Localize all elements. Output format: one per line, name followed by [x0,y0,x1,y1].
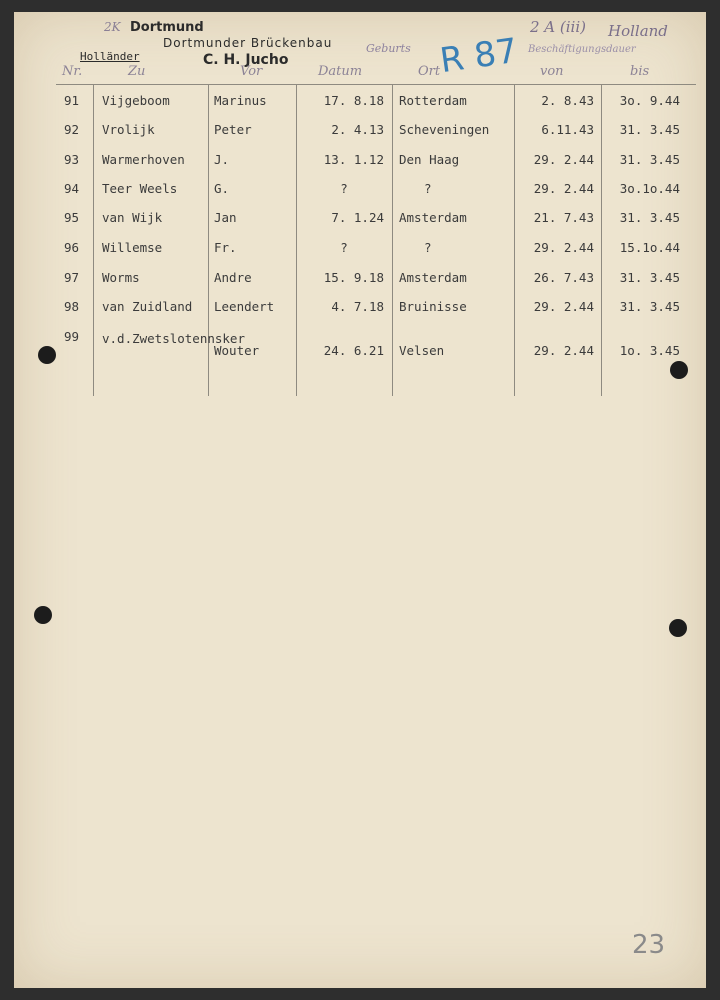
birth-date: 15. 9.18 [323,270,384,285]
punch-hole [34,606,52,624]
first-name: Jan [214,210,237,225]
surname: Teer Weels [102,181,178,196]
birth-place: Velsen [399,343,445,358]
surname: Vijgeboom [102,93,170,108]
employed-from: 21. 7.43 [533,210,594,225]
handwritten-note-left: 2K [104,20,121,34]
employed-from: 6.11.43 [541,122,594,137]
surname: Warmerhoven [102,152,185,167]
stamp-owner: C. H. Jucho [203,52,289,68]
birth-date: 24. 6.21 [323,343,384,358]
table-row-continued [0,343,720,363]
employed-from: 2. 8.43 [541,93,594,108]
blue-reference-mark: R 87 [437,30,521,82]
first-name: Fr. [214,240,237,255]
birth-place: ? [424,240,432,255]
table-row [0,181,720,201]
employed-from: 29. 2.44 [533,299,594,314]
birth-date: ? [340,240,348,255]
table-row [0,93,720,113]
first-name: Peter [214,122,252,137]
column-header-firstname: Vor [240,64,263,79]
birth-date: 2. 4.13 [331,122,384,137]
row-number: 92 [64,122,80,137]
birth-date: 7. 1.24 [331,210,384,225]
first-name: Andre [214,270,252,285]
first-name: Leendert [214,299,275,314]
column-header-surname: Zu [128,64,146,79]
employed-to: 31. 3.45 [619,299,680,314]
birth-place: Den Haag [399,152,460,167]
column-header-from: von [540,64,564,79]
row-number: 99 [64,329,80,344]
employed-to: 3o. 9.44 [619,93,680,108]
row-number: 95 [64,210,80,225]
birth-place: ? [424,181,432,196]
employed-to: 31. 3.45 [619,270,680,285]
stamp-company: Dortmunder Brückenbau [163,36,333,50]
surname: Vrolijk [102,122,155,137]
column-header-place: Ort [418,64,441,79]
employed-to: 3o.1o.44 [619,181,680,196]
stamp-city: Dortmund [130,20,204,35]
employed-from: 29. 2.44 [533,343,594,358]
table-row [0,122,720,142]
employed-from: 26. 7.43 [533,270,594,285]
punch-hole [670,361,688,379]
birth-place: Bruinisse [399,299,467,314]
row-number: 97 [64,270,80,285]
handwritten-note-birth: Geburts [366,42,411,55]
handwritten-note-country: Holland [608,22,668,40]
employed-from: 29. 2.44 [533,240,594,255]
birth-date: 17. 8.18 [323,93,384,108]
employed-to: 15.1o.44 [619,240,680,255]
table-row [0,210,720,230]
birth-place: Rotterdam [399,93,467,108]
surname: v.d.Zwetslotennsker [102,331,245,346]
surname: van Zuidland [102,299,193,314]
handwritten-note-code: 2 A (iii) [530,18,587,36]
employed-from: 29. 2.44 [533,181,594,196]
page-number: 23 [632,930,666,960]
column-header-nr: Nr. [62,64,83,79]
row-number: 94 [64,181,80,196]
table-row [0,299,720,319]
employed-to: 31. 3.45 [619,152,680,167]
employed-to: 31. 3.45 [619,210,680,225]
table-row [0,240,720,260]
birth-place: Scheveningen [399,122,490,137]
employed-to: 31. 3.45 [619,122,680,137]
row-number: 96 [64,240,80,255]
punch-hole [38,346,56,364]
first-name: G. [214,181,230,196]
column-header-date: Datum [318,64,363,79]
table-row [0,152,720,172]
birth-date: ? [340,181,348,196]
employed-to: 1o. 3.45 [619,343,680,358]
row-number: 98 [64,299,80,314]
row-number: 91 [64,93,80,108]
first-name: J. [214,152,230,167]
handwritten-note-duration: Beschäftigungsdauer [528,44,636,55]
employed-from: 29. 2.44 [533,152,594,167]
birth-date: 13. 1.12 [323,152,384,167]
surname: van Wijk [102,210,163,225]
table-row [0,270,720,290]
punch-hole [669,619,687,637]
surname: Willemse [102,240,163,255]
birth-place: Amsterdam [399,270,467,285]
column-header-to: bis [630,64,650,79]
birth-date: 4. 7.18 [331,299,384,314]
surname: Worms [102,270,140,285]
birth-place: Amsterdam [399,210,467,225]
first-name: Marinus [214,93,267,108]
row-number: 93 [64,152,80,167]
header-rule [56,84,696,85]
first-name: Wouter [214,343,260,358]
section-label: Holländer [80,50,140,63]
